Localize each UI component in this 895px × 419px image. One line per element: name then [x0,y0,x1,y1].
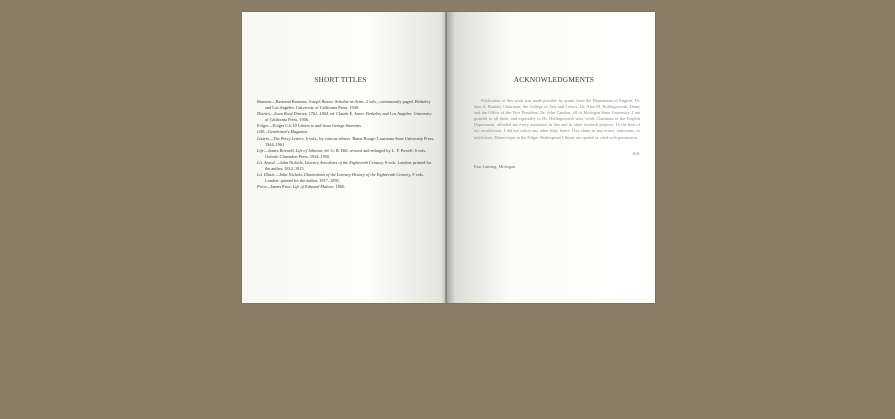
short-title-entry [257,148,435,160]
short-title-abbreviation: GM [257,129,264,135]
right-page [447,12,655,303]
short-title-text: —Bertrand Bronson, [271,99,309,104]
short-title-abbreviation: Folger [257,123,269,129]
short-title-text: — [269,111,275,117]
acknowledgments-heading: ACKNOWLEDGMENTS [513,76,595,84]
short-title-text: — [268,135,274,141]
short-title-abbreviation: Diaries [257,111,270,117]
short-title-work: Iowa Reed Diaries, 1762–1804 [274,111,328,117]
short-title-details: , ed. G. B. Hill, revised and enlarged by L. F. Powell. 6 vols. Oxford: Clarendon Press, 1934–1950. [265,147,427,159]
short-title-entry [257,172,435,184]
short-title-details: . 2 vols., continuously paged. Berkeley and Los Angeles: University of California Press, 1938. [265,99,431,111]
short-titles-list [257,99,435,190]
short-title-abbreviation: Bronson [257,99,272,104]
short-title-details: , 6 vols., by various editors. Baton Rouge: Louisiana State University Press, 1944–1961. [265,135,435,147]
short-title-details: , 1860. [333,184,346,190]
short-title-work: The Percy Letters [273,135,304,141]
short-title-entry [257,184,435,190]
short-title-details: , 9 vols. London: printed for the author, 1812–1815. [265,159,432,172]
short-title-details: , 8 vols. London: printed for the author, 1817–1858. [265,172,424,184]
short-title-entry [257,136,435,148]
short-title-abbreviation: Lit. Illustr. [257,172,276,178]
short-title-details: , ed. Claude E. Jones. Berkeley and Los Angeles: University of California Press, 1946. [265,111,432,123]
short-title-abbreviation: Life [257,147,264,153]
short-title-text: —John Nichols, [275,159,305,165]
short-title-text: —James Boswell, [263,147,296,153]
short-title-work: Life of Edmond Malone [292,184,334,190]
open-book [242,12,655,303]
author-place: East Lansing, Michigan [474,164,515,169]
short-title-work: Gentleman's Magazine [267,129,308,135]
short-title-abbreviation: Letters [257,135,269,141]
short-title-entry [257,160,435,172]
short-title-abbreviation: Lit. Anecd. [257,159,276,165]
short-title-text: —James Prior, [266,184,293,190]
short-title-entry [257,111,435,123]
short-title-work: Joseph Ritson: Scholar-at-Arms [308,99,364,104]
short-titles-heading: SHORT TITLES [314,76,367,84]
short-title-text: —John Nichols, [275,172,305,178]
left-page [242,12,447,303]
short-title-work: Illustrations of the Literary History of the Eighteenth Century [304,172,411,178]
short-title-text: — [263,129,268,135]
short-title-work: Life of Johnson [295,147,323,153]
short-title-text: —Folger C.b.10 Letters to and from George Steevens. [268,123,362,129]
acknowledgments-body: Publication of this work was made possible by grants from the Department of English, Dr. Sam S. Baskett, Chairman; the College of Arts and Letters, Dr. Alan M. Hollingsworth, Dean; and the Office of the Vice President, Dr. John Cantlon, all of Michigan State University. I am grateful to all three, and especially to Dr. Hollingsworth who, while Chairman of the English Department, afforded me every assistance in this and in other research projects. To the best of my recollection, I did not solicit any other help; hence I lay claim to any errors, omissions, or infelicities. Manuscripts in the Folger Shakespeare Library are quoted or cited with permission. [474,98,640,140]
author-initials: A.S. [632,151,640,156]
short-title-entry [257,99,435,111]
short-title-work: Literary Anecdotes of the Eighteenth Century [304,159,383,165]
short-title-abbreviation: Prior [257,184,267,190]
short-title-details: . [307,129,309,135]
